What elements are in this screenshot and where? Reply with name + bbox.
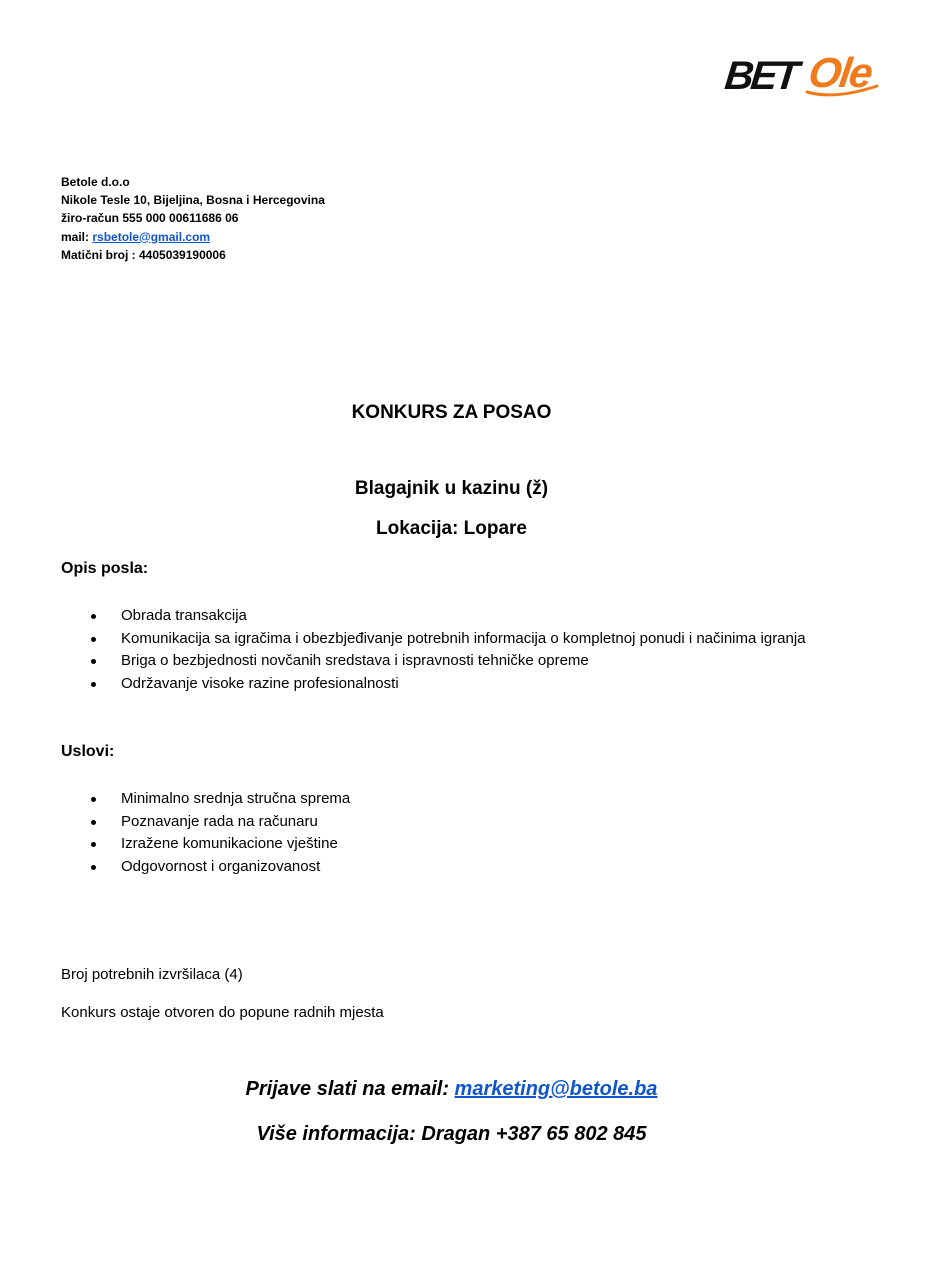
company-account: žiro-račun 555 000 00611686 06 [61,211,239,226]
opis-heading: Opis posla: [61,560,149,577]
uslovi-list [61,788,861,878]
company-registry: Matični broj : 4405039190006 [61,247,226,262]
company-address: Nikole Tesle 10, Bijeljina, Bosna i Hercegovina [61,193,325,208]
job-location: Lokacija: Lopare [376,518,527,539]
logo-bet-text: BET [722,54,799,98]
apply-email-link[interactable]: marketing@betole.ba [454,1078,658,1100]
open-until-text: Konkurs ostaje otvoren do popune radnih mjesta [61,1004,384,1021]
company-name: Betole d.o.o [61,175,130,189]
list-item: Obrada transakcija [61,605,861,628]
company-info [61,173,325,264]
list-item: Poznavanje rada na računaru [61,811,861,834]
apply-line [0,1078,903,1101]
list-item: Odgovornost i organizovanost [61,856,861,879]
logo-swoosh-icon [805,80,880,98]
list-item: Komunikacija sa igračima i obezbjeđivanje potrebnih informacija o kompletnoj ponudi i načinima igranja [61,628,861,651]
betole-logo [722,49,880,100]
positions-count: Broj potrebnih izvršilaca (4) [61,966,243,983]
company-mail-line [61,228,325,246]
company-mail-link[interactable]: rsbetole@gmail.com [92,229,211,244]
mail-label: mail: [61,229,93,244]
logo-ole-text: Ole [805,49,875,96]
list-item: Briga o bezbjednosti novčanih sredstava i ispravnosti tehničke opreme [61,650,861,673]
list-item: Održavanje visoke razine profesionalnosti [61,673,861,696]
list-item: Minimalno srednja stručna sprema [61,788,861,811]
job-position: Blagajnik u kazinu (ž) [354,478,549,499]
contact-info: Više informacija: Dragan +387 65 802 845 [256,1123,647,1145]
document-title: KONKURS ZA POSAO [351,402,552,423]
uslovi-heading: Uslovi: [61,743,115,760]
opis-list [61,605,861,695]
apply-label: Prijave slati na email: [245,1078,455,1100]
list-item: Izražene komunikacione vještine [61,833,861,856]
